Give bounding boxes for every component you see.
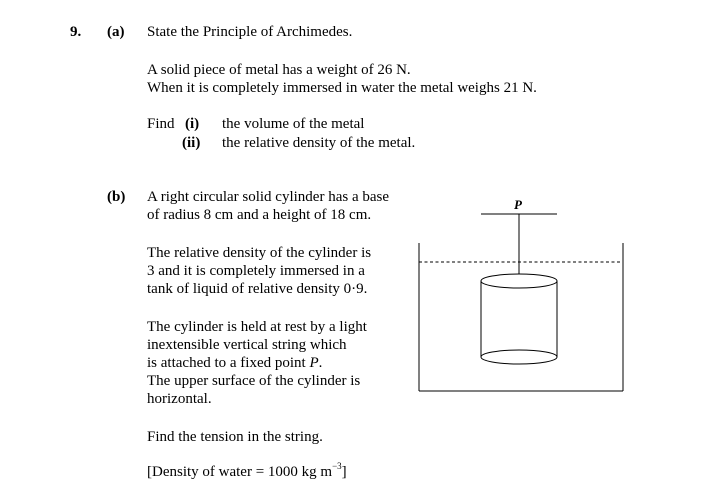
sub-i-text: the volume of the metal — [222, 116, 365, 132]
find-label: Find — [147, 116, 175, 132]
fixed-point-p-text: P — [309, 355, 319, 371]
part-b-label: (b) — [107, 189, 126, 205]
density-suffix: ] — [341, 464, 347, 480]
part-b-para3-line1: The cylinder is held at rest by a light — [147, 319, 367, 335]
cylinder-top-ellipse — [481, 274, 557, 288]
sub-ii-text: the relative density of the metal. — [222, 135, 416, 151]
part-b-para2-line1: The relative density of the cylinder is — [147, 245, 372, 261]
part-b-para3-line4: The upper surface of the cylinder is — [147, 373, 361, 389]
part-b-para3-line2: inextensible vertical string which — [147, 337, 347, 353]
part-a-line-1: A solid piece of metal has a weight of 26 N. — [147, 62, 411, 78]
sub-ii-label: (ii) — [182, 135, 201, 151]
point-p-label: P — [514, 197, 522, 212]
question-number: 9. — [70, 24, 82, 40]
sub-i-label: (i) — [185, 116, 200, 132]
part-a-label: (a) — [107, 24, 125, 40]
density-exponent: −3 — [332, 461, 342, 471]
part-b-para2-line2: 3 and it is completely immersed in a — [147, 263, 365, 279]
part-b-para1-line2: of radius 8 cm and a height of 18 cm. — [147, 207, 372, 223]
part-b-para1-line1: A right circular solid cylinder has a base — [147, 189, 390, 205]
part-a-prompt: State the Principle of Archimedes. — [147, 24, 353, 40]
density-prefix: [Density of water = 1000 kg m — [147, 464, 333, 480]
para3-line3-suffix: . — [318, 355, 323, 371]
part-a-line-2: When it is completely immersed in water the metal weighs 21 N. — [147, 80, 537, 96]
cylinder-bottom-ellipse — [481, 350, 557, 364]
para3-line3-prefix: is attached to a fixed point — [147, 355, 310, 371]
part-b-para3-line5: horizontal. — [147, 391, 212, 407]
find-tension: Find the tension in the string. — [147, 429, 323, 445]
part-b-para2-line3: tank of liquid of relative density 0·9. — [147, 281, 368, 297]
